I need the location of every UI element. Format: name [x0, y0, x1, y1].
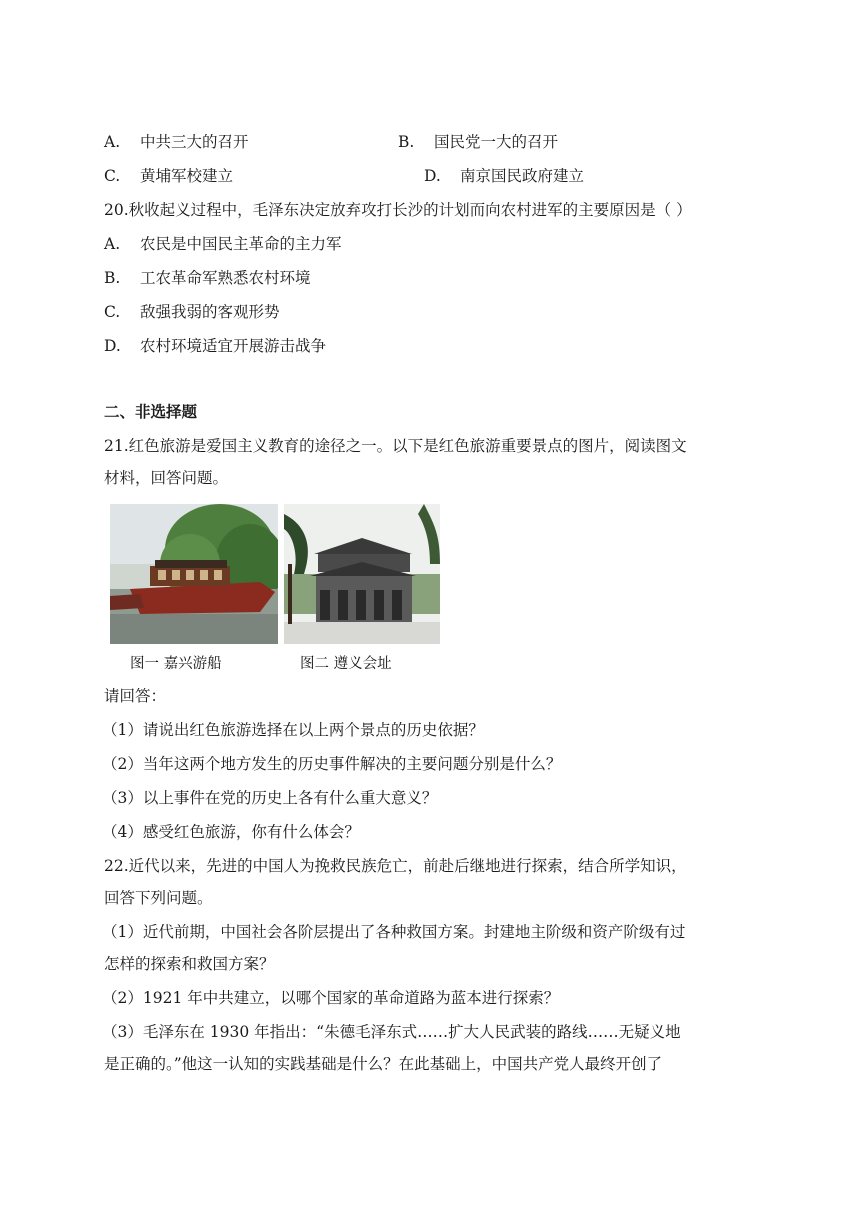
q20-option-b — [104, 266, 311, 290]
option-text: 国民党一大的召开 — [434, 133, 559, 151]
q22-sub1-line2: 怎样的探索和救国方案？ — [104, 955, 275, 973]
option-letter: A. — [104, 235, 121, 253]
q22-stem-line1: 22.近代以来，先进的中国人为挽救民族危亡，前赴后继地进行探索，结合所学知识， — [104, 857, 687, 875]
option-letter: B. — [104, 269, 121, 287]
zunyi-building-photo — [284, 504, 440, 644]
option-text: 工农革命军熟悉农村环境 — [140, 269, 311, 287]
q20-option-d — [104, 334, 326, 358]
section-heading: 二、非选择题 — [104, 403, 198, 421]
option-letter: A. — [104, 133, 121, 151]
option-letter: C. — [104, 167, 121, 185]
option-letter: C. — [104, 303, 121, 321]
q20-stem: 20.秋收起义过程中，毛泽东决定放弃攻打长沙的计划而向农村进军的主要原因是（ ） — [104, 201, 692, 219]
q19-option-a — [104, 130, 249, 154]
q21-sub1: （1）请说出红色旅游选择在以上两个景点的历史依据？ — [102, 721, 484, 739]
q21-prompt: 请回答： — [104, 687, 167, 705]
q21-sub4: （4）感受红色旅游，你有什么体会？ — [102, 823, 360, 841]
q21-sub3: （3）以上事件在党的历史上各有什么重大意义？ — [102, 789, 438, 807]
figure-caption-2: 图二 遵义会址 — [300, 656, 392, 672]
q21-stem-line1: 21.红色旅游是爱国主义教育的途径之一。以下是红色旅游重要景点的图片，阅读图文 — [104, 437, 687, 455]
q21-figures — [108, 504, 444, 676]
q22-sub1-line1: （1）近代前期，中国社会各阶层提出了各种救国方案。封建地主阶级和资产阶级有过 — [102, 923, 686, 941]
option-text: 农民是中国民主革命的主力军 — [140, 235, 342, 253]
q19-option-b — [398, 130, 558, 154]
option-letter: D. — [424, 167, 441, 185]
q21-sub2: （2）当年这两个地方发生的历史事件解决的主要问题分别是什么？ — [102, 755, 562, 773]
q20-option-a — [104, 232, 342, 256]
q20-option-c — [104, 300, 280, 324]
q19-option-d — [424, 164, 584, 188]
red-boat-illustration — [110, 504, 278, 644]
option-text: 南京国民政府建立 — [460, 167, 585, 185]
q22-stem-line2: 回答下列问题。 — [104, 889, 213, 907]
option-letter: B. — [398, 133, 415, 151]
q21-stem-line2: 材料，回答问题。 — [104, 469, 229, 487]
q22-sub2: （2）1921 年中共建立，以哪个国家的革命道路为蓝本进行探索？ — [102, 989, 560, 1007]
q19-option-c — [104, 164, 233, 188]
option-text: 中共三大的召开 — [140, 133, 249, 151]
q22-sub3-line2: 是正确的。”他这一认知的实践基础是什么？在此基础上，中国共产党人最终开创了 — [104, 1055, 663, 1073]
option-text: 农村环境适宜开展游击战争 — [140, 337, 327, 355]
zunyi-building-illustration — [284, 504, 440, 644]
option-letter: D. — [104, 337, 121, 355]
q22-sub3-line1: （3）毛泽东在 1930 年指出：“朱德毛泽东式……扩大人民武装的路线……无疑义地 — [102, 1023, 681, 1041]
option-text: 黄埔军校建立 — [140, 167, 234, 185]
figure-caption-1: 图一 嘉兴游船 — [130, 656, 222, 672]
red-boat-photo — [110, 504, 278, 644]
option-text: 敌强我弱的客观形势 — [140, 303, 280, 321]
